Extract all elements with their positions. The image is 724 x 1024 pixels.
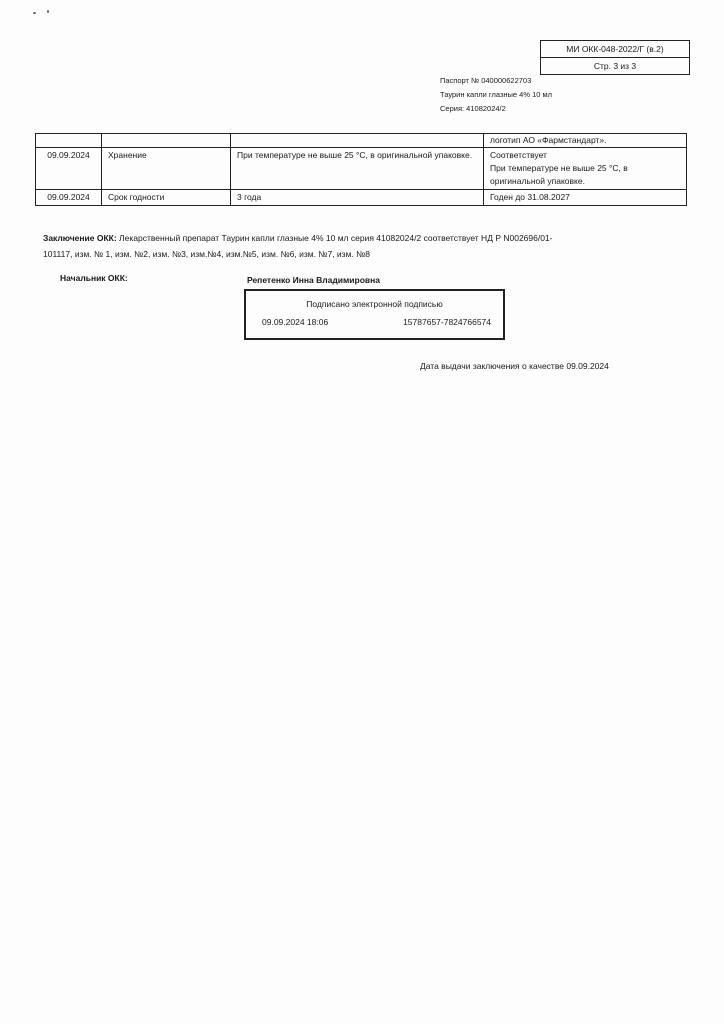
table-row	[36, 134, 687, 148]
head-name: Репетенко Инна Владимировна	[247, 275, 380, 285]
table-row	[36, 190, 687, 206]
cell-result: Соответствует При температуре не выше 25 °С, в оригинальной упаковке.	[484, 148, 687, 190]
electronic-signature-stamp	[244, 289, 505, 340]
page-number: Стр. 3 из 3	[541, 57, 689, 74]
cell-date: 09.09.2024	[36, 190, 102, 206]
document-code: МИ ОКК-048-2022/Г (в.2)	[566, 44, 664, 54]
table-row	[36, 148, 687, 190]
issue-date: Дата выдачи заключения о качестве 09.09.2024	[420, 361, 609, 371]
conclusion-text: Лекарственный препарат Таурин капли глазные 4% 10 мл серия 41082024/2 соответствует НД Р N002696/01-101117, изм. № 1, изм. №2, изм. №3, изм.№4, изм.№5, изм. №6, изм. №7, изм. №8	[43, 233, 553, 259]
stamp-datetime: 09.09.2024 18:06	[262, 317, 329, 327]
cell-parameter: Срок годности	[102, 190, 231, 206]
cell-date	[36, 134, 102, 148]
cell-date: 09.09.2024	[36, 148, 102, 190]
scan-speck	[33, 12, 36, 14]
cell-result: Годен до 31.08.2027	[484, 190, 687, 206]
conclusion-label: Заключение ОКК:	[43, 233, 117, 243]
quality-table	[35, 133, 687, 206]
cell-requirement: 3 года	[231, 190, 484, 206]
cell-parameter	[102, 134, 231, 148]
cell-requirement	[231, 134, 484, 148]
cell-requirement: При температуре не выше 25 °С, в оригинальной упаковке.	[231, 148, 484, 190]
series-number: Серия: 41082024/2	[440, 104, 506, 113]
product-name: Таурин капли глазные 4% 10 мл	[440, 90, 553, 99]
head-role: Начальник ОКК:	[60, 273, 128, 283]
stamp-number: 15787657-7824766574	[403, 317, 491, 327]
cell-result: логотип АО «Фармстандарт».	[484, 134, 687, 148]
stamp-title: Подписано электронной подписью	[306, 299, 443, 309]
passport-number: Паспорт № 040000622703	[440, 76, 532, 85]
document-code-box	[540, 40, 690, 75]
conclusion	[43, 230, 563, 262]
scan-speck	[47, 10, 49, 13]
cell-parameter: Хранение	[102, 148, 231, 190]
